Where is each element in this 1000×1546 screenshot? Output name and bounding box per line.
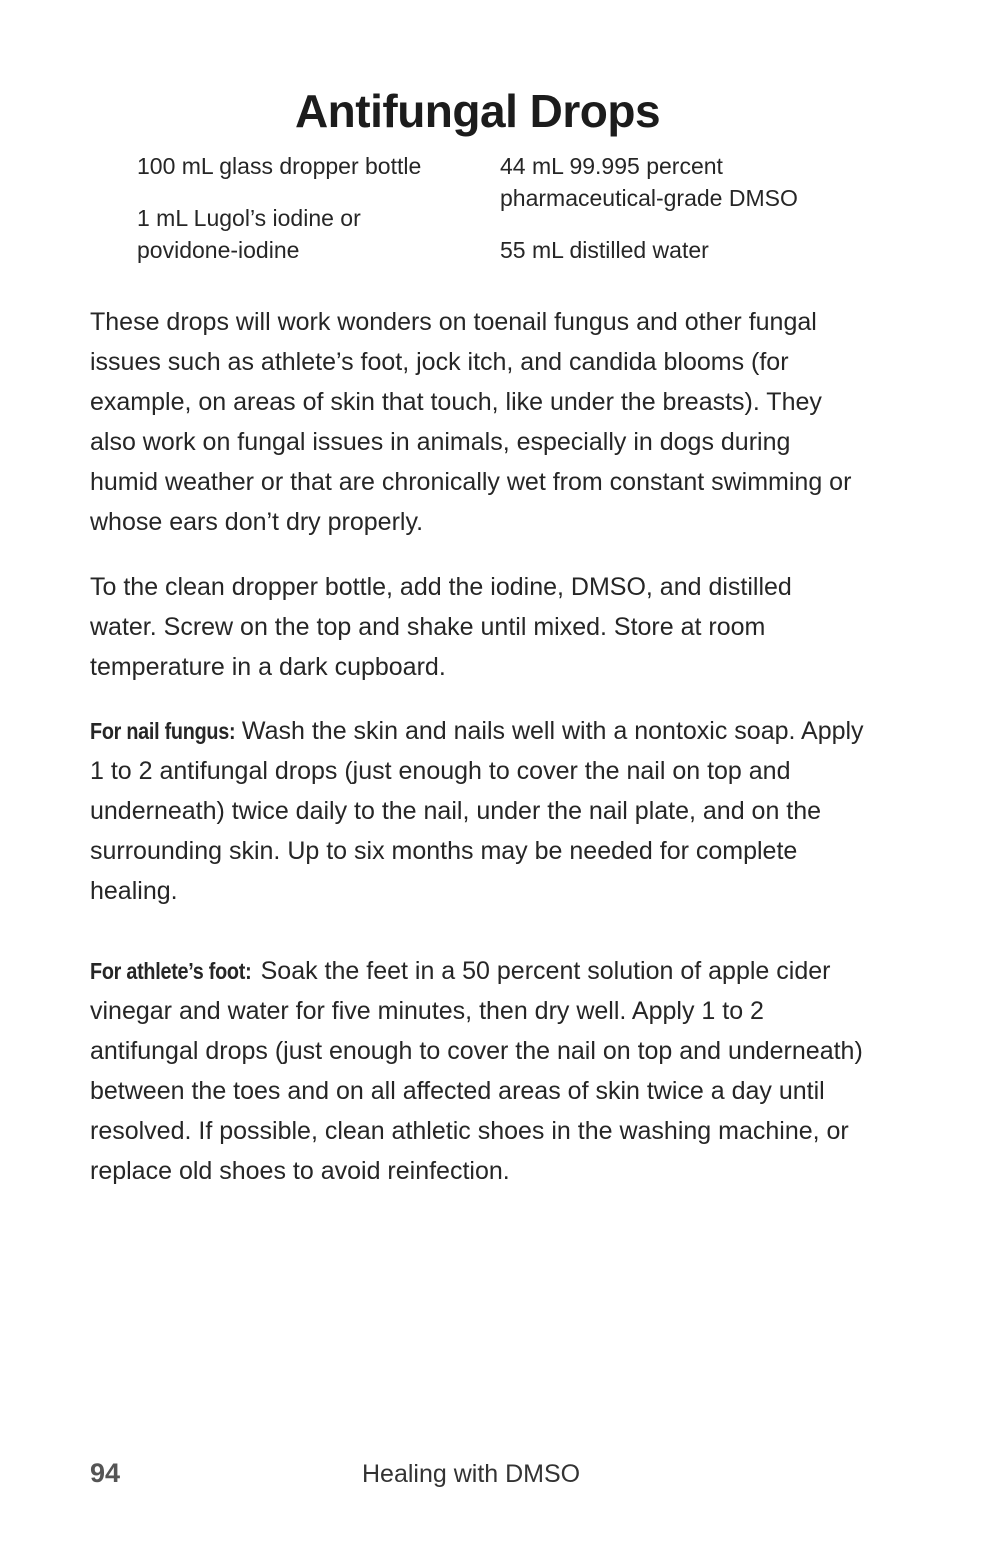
athletes-foot-lead: For athlete’s foot: <box>90 958 252 984</box>
page-title: Antifungal Drops <box>294 85 661 137</box>
nail-fungus-lead: For nail fungus: <box>90 718 236 744</box>
directions-paragraph: To the clean dropper bottle, add the iodine, DMSO, and distilled water. Screw on the top and shake until mixed. Store at room temperature in a dark cupboard. <box>90 573 792 681</box>
page-number: 94 <box>90 1458 121 1488</box>
intro-paragraph: These drops will work wonders on toenail fungus and other fungal issues such as athlete’s foot, jock itch, and candida blooms (for example, on areas of skin that touch, like under the breasts). They also work on fungal issues in animals, especially in dogs during humid weather or that are chronically wet from constant swimming or whose ears don’t dry properly. <box>90 308 852 536</box>
ingredient-item: 55 mL distilled water <box>500 237 709 263</box>
ingredient-item: 44 mL 99.995 percent pharmaceutical-grade DMSO <box>500 153 798 211</box>
athletes-foot-paragraph <box>90 951 865 1191</box>
ingredient-column-right <box>500 150 860 286</box>
nail-fungus-paragraph <box>90 711 880 911</box>
nail-fungus-text: Wash the skin and nails well with a nontoxic soap. Apply 1 to 2 antifungal drops (just enough to cover the nail on top and underneath) twice daily to the nail, under the nail plate, and on the surrounding skin. Up to six months may be needed for complete healing. <box>90 717 864 905</box>
ingredient-column-left <box>137 150 487 286</box>
running-footer-title: Healing with DMSO <box>362 1460 581 1488</box>
athletes-foot-text: Soak the feet in a 50 percent solution of apple cider vinegar and water for five minutes, then dry well. Apply 1 to 2 antifungal drops (just enough to cover the nail on top and underneath) between the toes and on all affected areas of skin twice a day until resolved. If possible, clean athletic shoes in the washing machine, or replace old shoes to avoid reinfection. <box>90 957 863 1185</box>
ingredient-item: 100 mL glass dropper bottle <box>137 153 422 179</box>
ingredient-item: 1 mL Lugol’s iodine or povidone-iodine <box>137 205 361 263</box>
